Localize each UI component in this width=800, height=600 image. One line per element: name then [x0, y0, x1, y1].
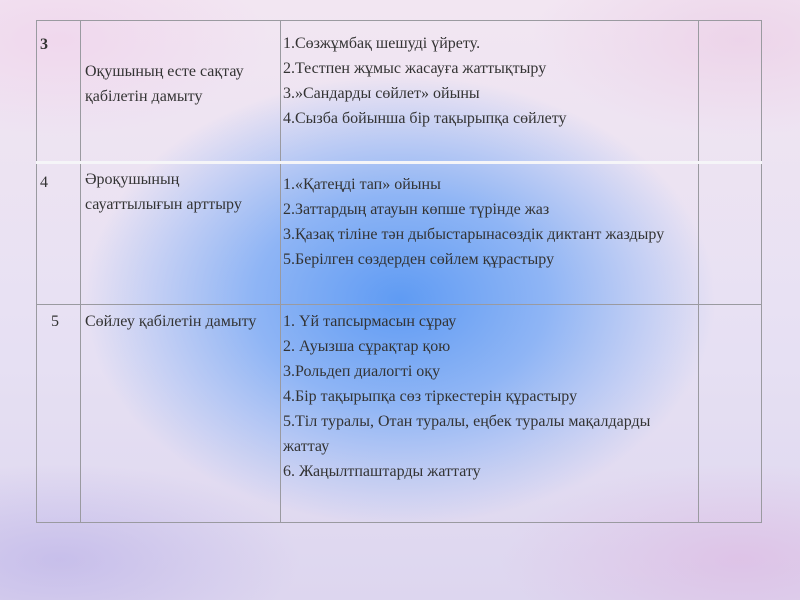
goal-cell: [81, 163, 281, 305]
tasks-cell: [281, 305, 699, 523]
table-row: [37, 305, 762, 523]
empty-cell: [699, 305, 762, 523]
tasks-cell: [281, 163, 699, 305]
goal-cell: [81, 305, 281, 523]
lesson-plan-sheet: [36, 20, 761, 520]
task-item: 2. Ауызша сұрақтар қою: [283, 338, 451, 355]
row-number-cell: [37, 21, 81, 163]
table-row: [37, 21, 762, 163]
task-item: 5.Тіл туралы, Отан туралы, еңбек туралы мақалдарды жаттау: [283, 413, 651, 455]
row-number: 4: [40, 174, 48, 191]
task-item: 3.»Сандарды сөйлет» ойыны: [283, 85, 480, 102]
tasks-list: [281, 21, 698, 131]
task-item: 3.Рольдеп диалогті оқу: [283, 363, 441, 380]
tasks-list: [281, 305, 698, 484]
task-item: 4.Бір тақырыпқа сөз тіркестерін құрастыру: [283, 388, 578, 405]
empty-cell: [699, 163, 762, 305]
tasks-cell: [281, 21, 699, 163]
task-item: 2.Тестпен жұмыс жасауға жаттықтыру: [283, 60, 547, 77]
tasks-list: [281, 164, 698, 272]
task-item: 1.«Қатеңді тап» ойыны: [283, 176, 441, 193]
task-item: 1.Сөзжұмбақ шешуді үйрету.: [283, 35, 481, 52]
task-item: 4.Сызба бойынша бір тақырыпқа сөйлету: [283, 110, 567, 127]
row-number: 5: [51, 313, 59, 330]
task-item: 1. Үй тапсырмасын сұрау: [283, 313, 457, 330]
goal-text: Әроқушының сауаттылығын арттыру: [85, 171, 242, 213]
row-number-cell: [37, 163, 81, 305]
task-item: 2.Заттардың атауын көпше түрінде жаз: [283, 201, 550, 218]
row-number: 3: [40, 36, 48, 53]
goal-text: Сөйлеу қабілетін дамыту: [85, 313, 257, 330]
lesson-plan-table: [36, 20, 762, 523]
goal-cell: [81, 21, 281, 163]
task-item: 5.Берілген сөздерден сөйлем құрастыру: [283, 251, 555, 268]
empty-cell: [699, 21, 762, 163]
task-item: 6. Жаңылтпаштарды жаттату: [283, 463, 481, 480]
row-number-cell: [37, 305, 81, 523]
table-row: [37, 163, 762, 305]
task-item: 3.Қазақ тіліне тән дыбыстарынасөздік диктант жаздыру: [283, 226, 665, 243]
goal-text: Оқушының есте сақтау қабілетін дамыту: [85, 63, 244, 105]
